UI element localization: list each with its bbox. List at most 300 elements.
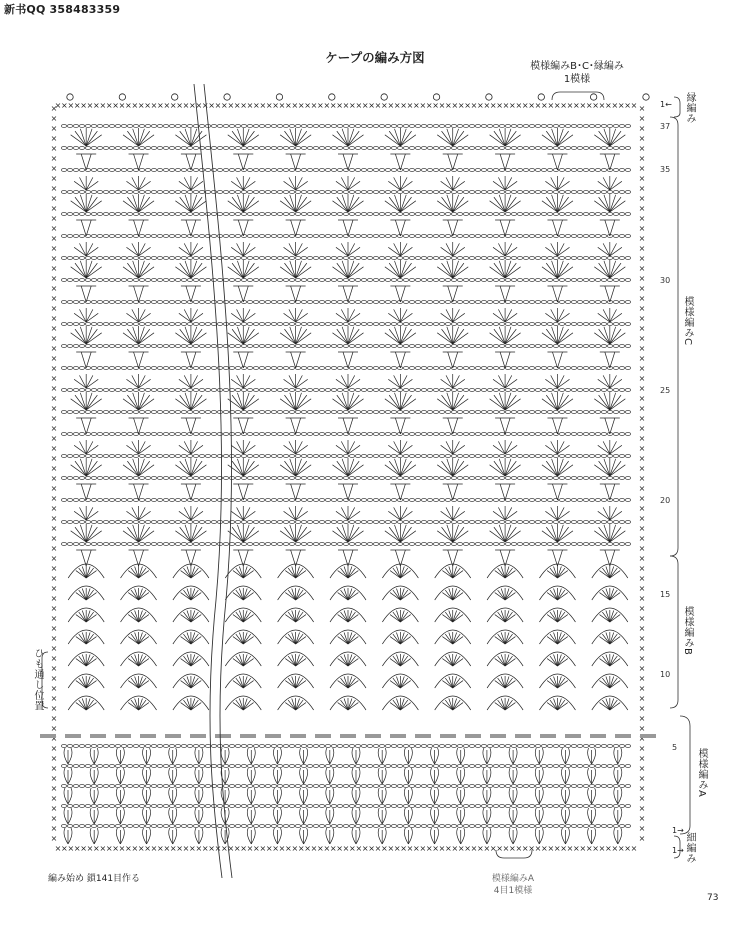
fan-stitch [385, 194, 416, 212]
single-crochet-mark: × [368, 844, 375, 853]
tulip-stitch [273, 768, 281, 784]
v-stitch [181, 286, 201, 302]
single-crochet-mark: × [598, 101, 606, 110]
tulip-stitch [273, 808, 281, 824]
single-crochet-mark: × [638, 634, 646, 643]
single-crochet-mark: × [304, 844, 311, 853]
single-crochet-mark: × [131, 101, 139, 110]
fan-stitch [599, 610, 620, 622]
single-crochet-mark: × [297, 101, 305, 110]
fan-stitch [338, 610, 359, 622]
v-stitch [286, 418, 306, 434]
fan-stitch [280, 458, 311, 476]
single-crochet-mark: × [50, 364, 58, 373]
single-crochet-mark: × [336, 101, 343, 110]
single-crochet-mark: × [541, 101, 548, 110]
single-crochet-mark: × [638, 484, 646, 493]
single-crochet-mark: × [265, 101, 273, 110]
fan-stitch [599, 654, 620, 666]
fan-stitch [233, 632, 254, 644]
fan-stitch [545, 308, 569, 322]
single-crochet-mark: × [521, 101, 529, 110]
single-crochet-mark: × [50, 514, 58, 523]
single-crochet-mark: × [638, 194, 646, 203]
single-crochet-mark: × [638, 214, 646, 223]
fan-stitch [181, 566, 202, 578]
fan-stitch [442, 654, 463, 666]
single-crochet-mark: × [638, 824, 646, 833]
single-crochet-mark: × [477, 101, 484, 110]
single-crochet-mark: × [118, 101, 126, 110]
tulip-stitch [116, 768, 124, 784]
single-crochet-mark: × [387, 101, 395, 110]
fan-stitch [74, 506, 98, 520]
fan-stitch [545, 242, 569, 256]
single-crochet-mark: × [547, 844, 555, 853]
single-crochet-mark: × [438, 844, 446, 853]
fan-stitch [76, 566, 97, 578]
single-crochet-mark: × [144, 844, 151, 853]
single-crochet-mark: × [451, 844, 459, 853]
fan-stitch [233, 566, 254, 578]
single-crochet-mark: × [336, 844, 343, 853]
single-crochet-mark: × [99, 844, 107, 853]
single-crochet-mark: × [50, 104, 58, 113]
repeat-unit: 1模様 [563, 74, 591, 85]
tulip-stitch [247, 828, 255, 844]
single-crochet-mark: × [221, 844, 228, 853]
single-crochet-mark: × [50, 764, 58, 773]
single-crochet-mark: × [246, 101, 254, 110]
fan-stitch [338, 588, 359, 600]
single-crochet-mark: × [638, 424, 646, 433]
single-crochet-mark: × [208, 844, 215, 853]
single-crochet-mark: × [323, 101, 331, 110]
single-crochet-mark: × [50, 204, 58, 213]
fan-stitch [542, 326, 573, 344]
v-stitch [286, 550, 306, 566]
single-crochet-mark: × [176, 101, 183, 110]
single-crochet-mark: × [496, 844, 503, 853]
chain-row [61, 825, 630, 828]
fan-stitch [441, 440, 465, 454]
single-crochet-mark: × [50, 744, 58, 753]
tulip-stitch [143, 808, 151, 824]
fan-stitch [594, 392, 625, 410]
fan-stitch [128, 610, 149, 622]
tulip-stitch [247, 768, 255, 784]
fan-stitch [598, 440, 622, 454]
tulip-stitch [273, 828, 281, 844]
tulip-stitch [326, 788, 334, 804]
row-number: 20 [660, 496, 671, 505]
diagram-title: ケープの編み方図 [325, 50, 425, 65]
single-crochet-mark: × [534, 101, 542, 110]
tulip-stitch [116, 808, 124, 824]
tulip-stitch [352, 808, 360, 824]
tulip-stitch [169, 768, 177, 784]
single-crochet-mark: × [50, 144, 58, 153]
v-stitch [338, 484, 358, 500]
label-pattern-a: 模様編みA [696, 748, 707, 798]
single-crochet-mark: × [387, 844, 395, 853]
v-stitch [181, 220, 201, 236]
v-stitch [76, 352, 96, 368]
fan-stitch [175, 194, 206, 212]
single-crochet-mark: × [50, 344, 58, 353]
single-crochet-mark: × [50, 294, 58, 303]
v-stitch [129, 550, 149, 566]
single-crochet-mark: × [221, 101, 228, 110]
fan-stitch [542, 524, 573, 542]
fan-stitch [542, 128, 573, 146]
fan-stitch [336, 374, 360, 388]
fan-stitch [385, 524, 416, 542]
single-crochet-mark: × [515, 844, 523, 853]
single-crochet-mark: × [638, 554, 646, 563]
tulip-stitch [431, 828, 439, 844]
single-crochet-mark: × [349, 101, 356, 110]
single-crochet-mark: × [50, 464, 58, 473]
fan-stitch [495, 566, 516, 578]
fan-stitch [385, 392, 416, 410]
chain-row [61, 543, 630, 546]
single-crochet-mark: × [638, 154, 646, 163]
single-crochet-mark: × [50, 644, 58, 653]
tulip-stitch [457, 788, 465, 804]
fan-stitch [338, 632, 359, 644]
start-instruction: 編み始め 鎖141目作る [48, 874, 141, 884]
tulip-stitch [431, 788, 439, 804]
fan-stitch [441, 374, 465, 388]
v-stitch [338, 286, 358, 302]
fan-stitch [594, 260, 625, 278]
picot-mark [433, 94, 439, 100]
single-crochet-mark: × [553, 101, 561, 110]
single-crochet-mark: × [585, 101, 593, 110]
single-crochet-mark: × [605, 101, 612, 110]
tulip-stitch [169, 748, 177, 764]
v-stitch [338, 550, 358, 566]
tulip-stitch [404, 748, 412, 764]
fan-stitch [390, 698, 411, 710]
fan-stitch [71, 326, 102, 344]
single-crochet-mark: × [163, 101, 171, 110]
single-crochet-mark: × [393, 844, 401, 853]
row-number: 25 [660, 386, 671, 395]
single-crochet-mark: × [50, 534, 58, 543]
fan-stitch [385, 128, 416, 146]
fan-stitch [388, 374, 412, 388]
fan-stitch [338, 654, 359, 666]
single-crochet-mark: × [638, 534, 646, 543]
single-crochet-mark: × [50, 424, 58, 433]
single-crochet-mark: × [317, 844, 324, 853]
single-crochet-mark: × [291, 844, 299, 853]
single-crochet-mark: × [638, 664, 646, 673]
fan-stitch [594, 458, 625, 476]
single-crochet-mark: × [67, 101, 75, 110]
tulip-stitch [195, 748, 203, 764]
fan-stitch [126, 242, 150, 256]
single-crochet-mark: × [240, 101, 247, 110]
single-crochet-mark: × [579, 101, 587, 110]
fan-stitch [71, 194, 102, 212]
fan-stitch [599, 698, 620, 710]
fan-stitch [233, 588, 254, 600]
chain-row [61, 147, 630, 150]
chain-row [61, 367, 630, 370]
single-crochet-mark: × [419, 101, 427, 110]
tulip-stitch [483, 768, 491, 784]
single-crochet-mark: × [73, 101, 81, 110]
tulip-stitch [64, 768, 72, 784]
v-stitch [338, 220, 358, 236]
single-crochet-mark: × [374, 101, 382, 110]
single-crochet-mark: × [638, 134, 646, 143]
tulip-stitch [300, 788, 308, 804]
single-crochet-mark: × [617, 101, 625, 110]
single-crochet-mark: × [50, 444, 58, 453]
fan-stitch [126, 308, 150, 322]
single-crochet-mark: × [240, 844, 247, 853]
single-crochet-mark: × [534, 844, 542, 853]
v-stitch [233, 484, 253, 500]
single-crochet-mark: × [233, 844, 241, 853]
fan-stitch [175, 260, 206, 278]
label-border: 縁編み [684, 92, 695, 124]
tulip-stitch [404, 788, 412, 804]
single-crochet-mark: × [464, 844, 471, 853]
chain-row [61, 477, 630, 480]
single-crochet-mark: × [638, 184, 646, 193]
fan-stitch [123, 128, 154, 146]
fan-stitch [437, 392, 468, 410]
fan-stitch [74, 242, 98, 256]
single-crochet-mark: × [509, 844, 516, 853]
single-crochet-mark: × [515, 101, 523, 110]
fan-stitch [128, 588, 149, 600]
fan-stitch [179, 440, 203, 454]
fan-stitch [441, 242, 465, 256]
repeat-pattern-name: 模様編みB･C･縁編み [530, 61, 624, 72]
tulip-stitch [326, 808, 334, 824]
single-crochet-mark: × [50, 274, 58, 283]
v-stitch [233, 352, 253, 368]
picot-mark [643, 94, 649, 100]
tulip-stitch [378, 808, 386, 824]
single-crochet-mark: × [638, 604, 646, 613]
single-crochet-mark: × [50, 714, 58, 723]
fan-stitch [547, 698, 568, 710]
fan-stitch [493, 308, 517, 322]
fan-stitch [598, 176, 622, 190]
page-number: 73 [707, 893, 719, 903]
single-crochet-mark: × [509, 101, 516, 110]
single-crochet-mark: × [638, 544, 646, 553]
fan-stitch [175, 128, 206, 146]
single-crochet-mark: × [579, 844, 587, 853]
single-crochet-mark: × [489, 101, 497, 110]
fan-stitch [280, 260, 311, 278]
v-stitch [495, 286, 515, 302]
single-crochet-mark: × [214, 101, 222, 110]
fan-stitch [285, 566, 306, 578]
picot-mark [276, 94, 282, 100]
single-crochet-mark: × [50, 574, 58, 583]
single-crochet-mark: × [150, 101, 158, 110]
single-crochet-mark: × [638, 624, 646, 633]
tulip-stitch [300, 768, 308, 784]
single-crochet-mark: × [638, 654, 646, 663]
single-crochet-mark: × [489, 844, 497, 853]
single-crochet-mark: × [638, 314, 646, 323]
fan-stitch [285, 654, 306, 666]
single-crochet-mark: × [566, 844, 574, 853]
single-crochet-mark: × [285, 844, 292, 853]
single-crochet-mark: × [50, 494, 58, 503]
fan-stitch [285, 676, 306, 688]
v-stitch [390, 550, 410, 566]
tulip-stitch [509, 828, 517, 844]
single-crochet-mark: × [50, 554, 58, 563]
fan-stitch [284, 242, 308, 256]
row-number: 37 [660, 122, 671, 131]
v-stitch [547, 154, 567, 170]
fan-stitch [542, 194, 573, 212]
fan-stitch [233, 610, 254, 622]
tulip-stitch [483, 808, 491, 824]
v-stitch [495, 484, 515, 500]
single-crochet-mark: × [560, 101, 567, 110]
single-crochet-mark: × [50, 774, 58, 783]
single-crochet-mark: × [464, 101, 471, 110]
chain-row [61, 433, 630, 436]
v-stitch [390, 220, 410, 236]
tulip-stitch [457, 808, 465, 824]
tulip-stitch [535, 788, 543, 804]
fan-stitch [123, 524, 154, 542]
tulip-stitch [326, 748, 334, 764]
tulip-stitch [116, 748, 124, 764]
single-crochet-mark: × [50, 284, 58, 293]
fan-stitch [179, 176, 203, 190]
single-crochet-mark: × [638, 734, 646, 743]
fan-stitch [181, 610, 202, 622]
v-stitch [233, 550, 253, 566]
fan-stitch [442, 566, 463, 578]
fan-stitch [285, 610, 306, 622]
fan-stitch [126, 374, 150, 388]
fan-stitch [175, 458, 206, 476]
fan-stitch [594, 194, 625, 212]
fan-stitch [493, 506, 517, 520]
fan-stitch [442, 676, 463, 688]
label-pattern-c: 模様編みC [682, 296, 693, 346]
chain-row [61, 279, 630, 282]
fan-stitch [338, 698, 359, 710]
tulip-stitch [195, 768, 203, 784]
tulip-stitch [169, 808, 177, 824]
single-crochet-mark: × [638, 234, 646, 243]
single-crochet-mark: × [361, 844, 369, 853]
single-crochet-mark: × [638, 504, 646, 513]
single-crochet-mark: × [624, 101, 631, 110]
tulip-stitch [352, 768, 360, 784]
single-crochet-mark: × [342, 101, 350, 110]
single-crochet-mark: × [638, 354, 646, 363]
tulip-stitch [90, 768, 98, 784]
v-stitch [129, 484, 149, 500]
single-crochet-mark: × [137, 101, 145, 110]
v-stitch [181, 484, 201, 500]
single-crochet-mark: × [118, 844, 126, 853]
chain-row [61, 411, 630, 414]
tulip-stitch [143, 788, 151, 804]
single-crochet-mark: × [227, 101, 235, 110]
single-crochet-mark: × [50, 704, 58, 713]
single-crochet-mark: × [61, 101, 68, 110]
fan-stitch [231, 242, 255, 256]
single-crochet-mark: × [638, 454, 646, 463]
fan-stitch [495, 588, 516, 600]
single-crochet-mark: × [50, 334, 58, 343]
single-crochet-mark: × [214, 844, 222, 853]
fan-stitch [181, 698, 202, 710]
fan-stitch [547, 610, 568, 622]
row-marker: 1→ [672, 826, 684, 835]
fan-stitch [74, 440, 98, 454]
tulip-stitch [561, 808, 569, 824]
tulip-stitch [195, 788, 203, 804]
fan-stitch [284, 440, 308, 454]
fan-stitch [388, 506, 412, 520]
chain-row [61, 213, 630, 216]
fan-stitch [495, 676, 516, 688]
single-crochet-mark: × [445, 101, 452, 110]
fan-stitch [76, 632, 97, 644]
single-crochet-mark: × [131, 844, 139, 853]
single-crochet-mark: × [638, 684, 646, 693]
single-crochet-mark: × [50, 154, 58, 163]
single-crochet-mark: × [329, 101, 337, 110]
fan-stitch [126, 176, 150, 190]
v-stitch [129, 220, 149, 236]
v-stitch [600, 154, 620, 170]
tulip-stitch [90, 808, 98, 824]
single-crochet-mark: × [50, 214, 58, 223]
single-crochet-mark: × [638, 764, 646, 773]
single-crochet-mark: × [638, 244, 646, 253]
single-crochet-mark: × [50, 584, 58, 593]
single-crochet-mark: × [560, 844, 567, 853]
single-crochet-mark: × [50, 254, 58, 263]
single-crochet-mark: × [547, 101, 555, 110]
fan-stitch [542, 392, 573, 410]
v-stitch [547, 352, 567, 368]
chain-row [61, 455, 630, 458]
fan-stitch [542, 458, 573, 476]
v-stitch [547, 484, 567, 500]
single-crochet-mark: × [573, 844, 580, 853]
single-crochet-mark: × [381, 844, 388, 853]
single-crochet-mark: × [624, 844, 631, 853]
chart-break-lines [194, 84, 235, 878]
picot-mark [67, 94, 73, 100]
single-crochet-mark: × [361, 101, 369, 110]
fan-stitch [441, 506, 465, 520]
fan-stitch [280, 392, 311, 410]
